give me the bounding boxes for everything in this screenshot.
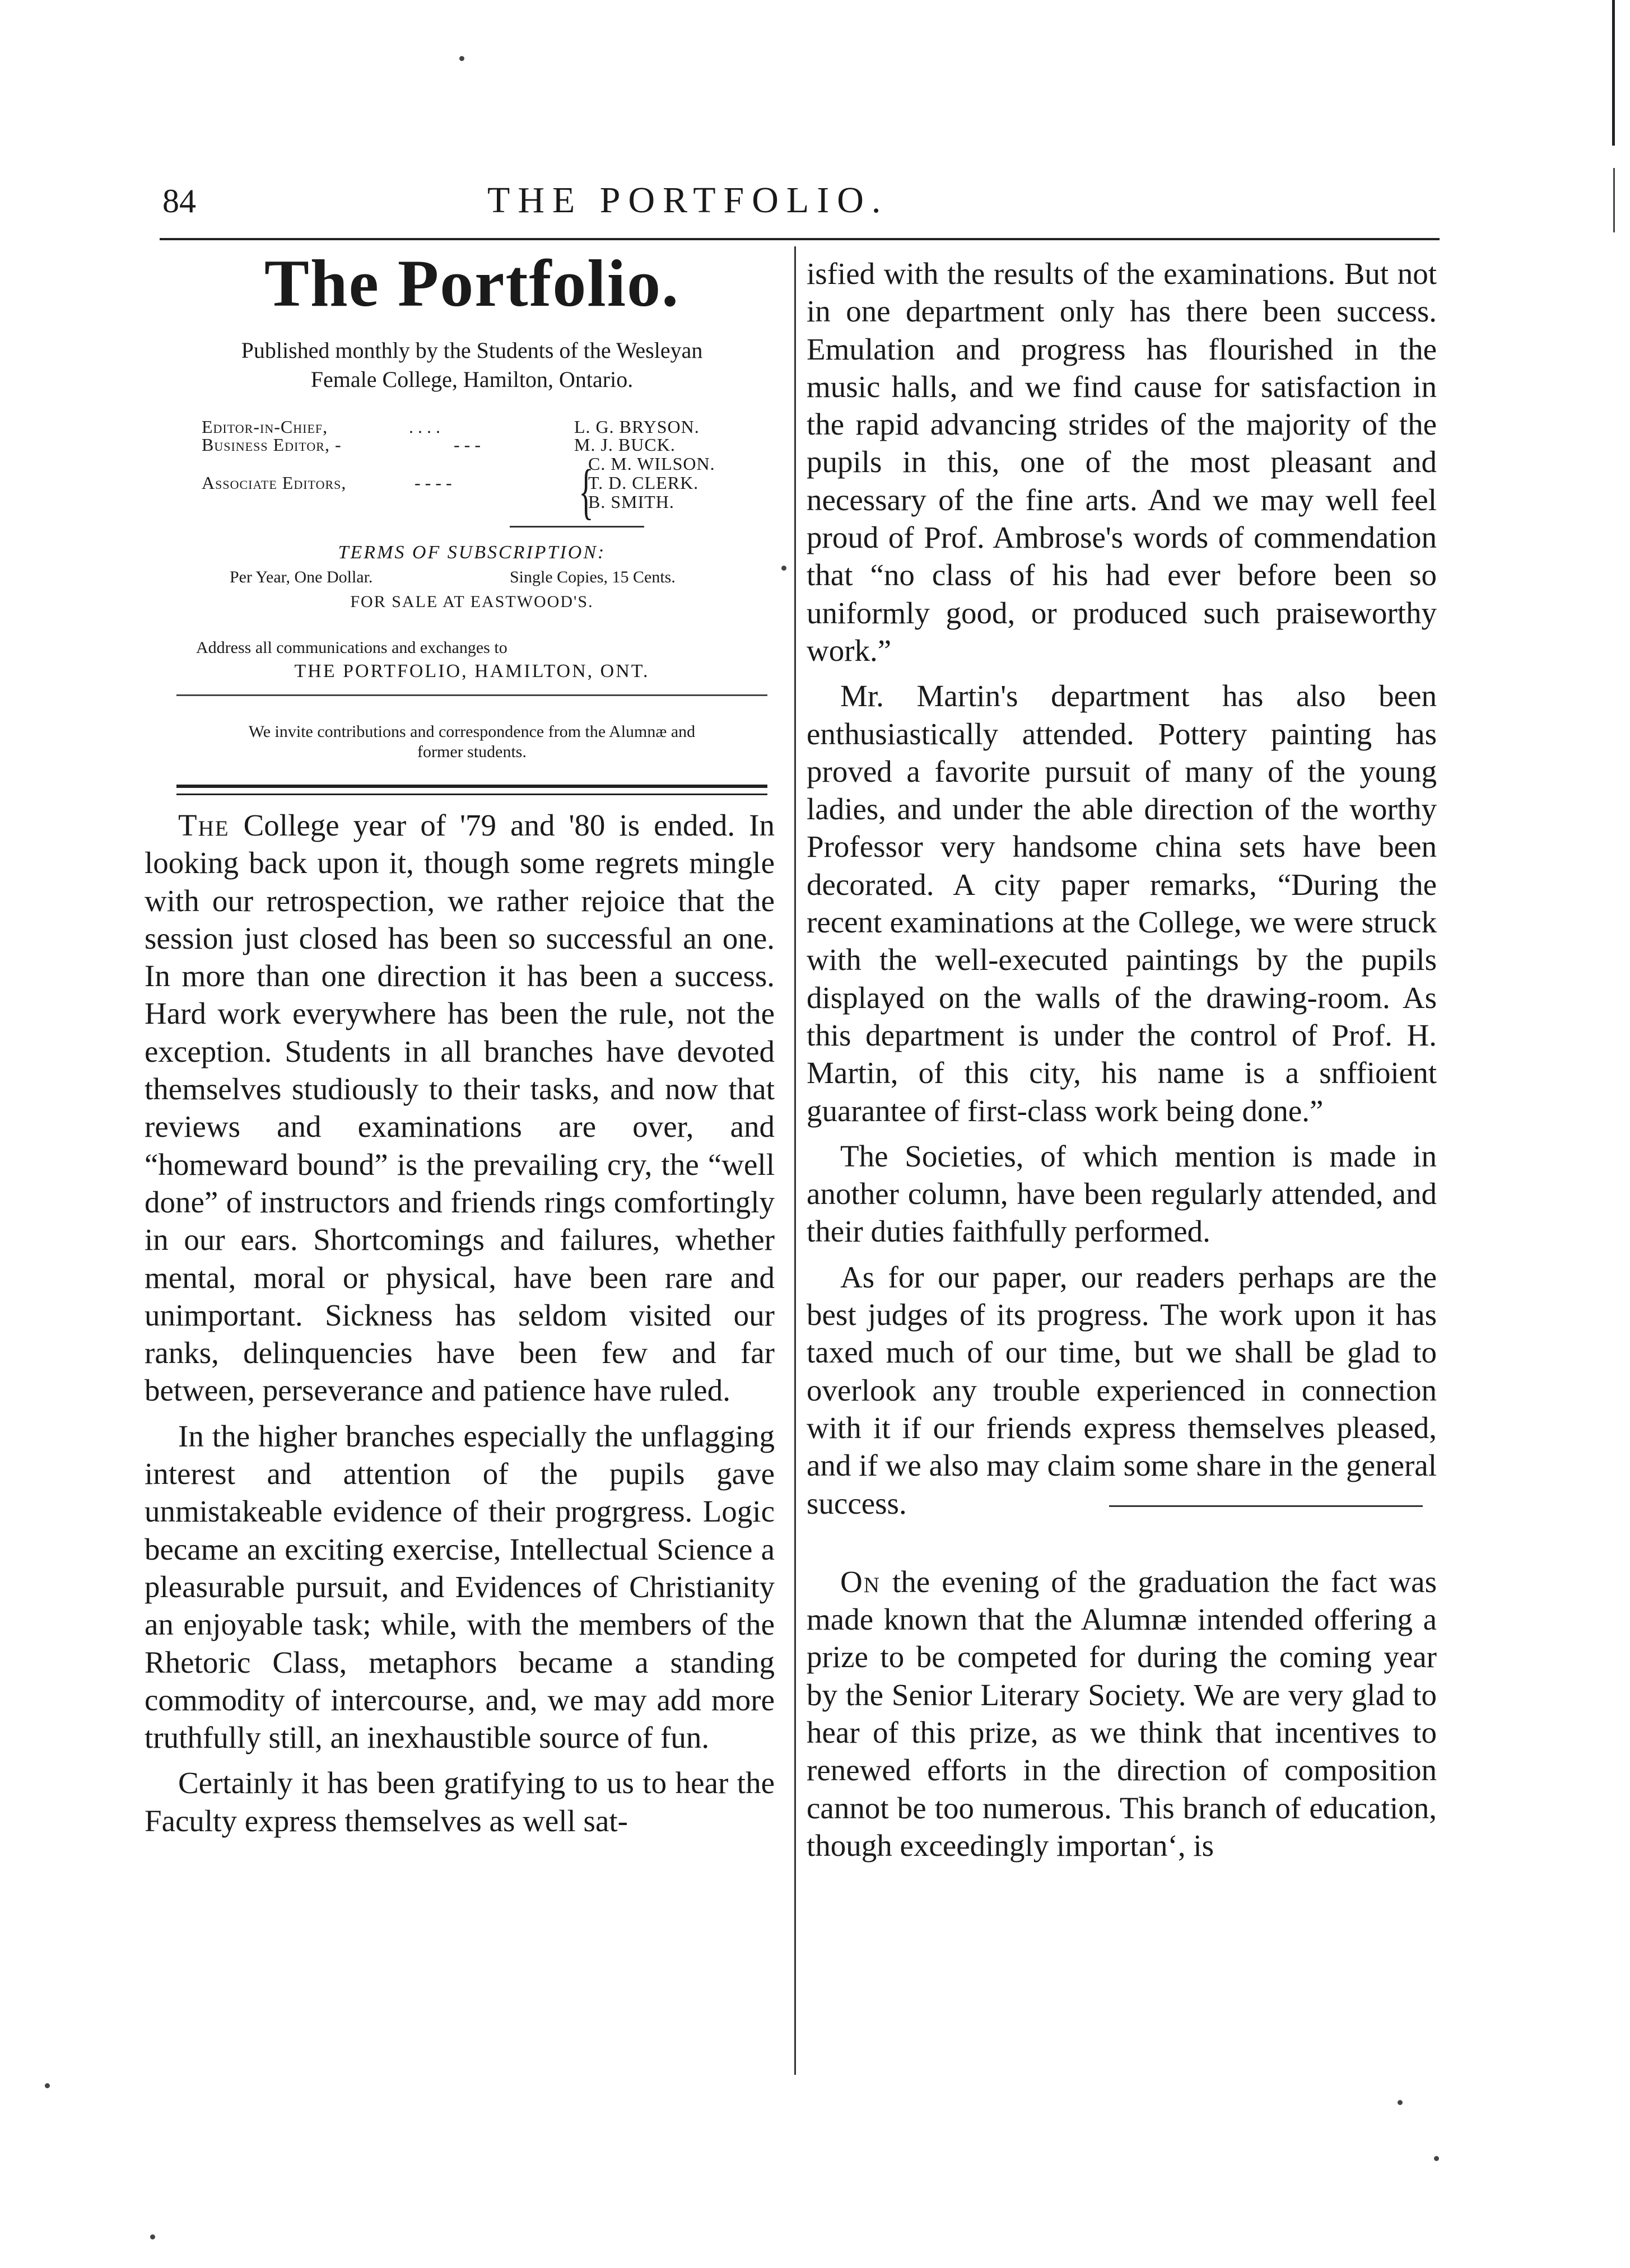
masthead-double-rule [176, 794, 767, 795]
leader-dots: - - - [454, 435, 481, 455]
page-edge-mark [1613, 168, 1615, 232]
address-line: THE PORTFOLIO, HAMILTON, ONT. [294, 661, 650, 682]
paragraph: As for our paper, our readers perhaps are the best judges of its progress. The work upon it has taxed much of our time, but we shall be glad to overlook any trouble experienced in connection with it if our friends express themselves pleased, and if we also may claim some share in the general success. [807, 1259, 1437, 1520]
right-column [807, 255, 1437, 1864]
terms-single: Single Copies, 15 Cents. [510, 568, 676, 586]
staff-name: C. M. WILSON. [588, 454, 715, 474]
left-column [145, 806, 775, 1840]
publisher-line: Published monthly by the Students of the Wesleyan [241, 338, 703, 363]
publisher-info [162, 336, 781, 394]
staff-role: Editor-in-Chief, [202, 417, 328, 437]
paragraph [807, 1563, 1437, 1864]
terms-per-year: Per Year, One Dollar. [230, 568, 373, 586]
paragraph: Mr. Martin's department has also been enthusiastically attended. Pottery painting has proved a favorite pursuit of many of the young ladies, and under the able direction of the worthy Professor very handsome china sets have been decorated. A city paper remarks, “During the recent examinations at the College, we were struck with the well-executed paintings by the pupils displayed on the walls of the drawing-room. As this department is under the control of Prof. H. Martin, of this city, his name is a snffioient guarantee of first-class work being done.” [807, 679, 1437, 1128]
staff-name: M. J. BUCK. [574, 435, 676, 455]
print-speck [45, 2083, 50, 2088]
section-rule [1109, 1505, 1423, 1507]
paragraph [145, 806, 775, 1410]
print-speck [150, 2234, 155, 2239]
invite-line: former students. [417, 743, 527, 761]
print-speck [459, 56, 464, 61]
address-line: Address all communications and exchanges to [196, 638, 507, 657]
paragraph: isfied with the results of the examinations. But not in one department only has there been success. Emulation and progress has flourished in the music halls, and we find cause for satisfaction in the rapid advancing strides of the majority of the pupils in this, one of the most pleasant and necessary of the fine arts. And we may well feel proud of Prof. Ambrose's words of commendation that “no class of his had ever before been so uniformly good, or produced such praiseworthy work.” [807, 256, 1437, 668]
masthead-rule [176, 694, 767, 696]
staff-role: Associate Editors, [202, 473, 347, 493]
print-speck [1398, 2100, 1403, 2105]
paragraph: The Societies, of which mention is made in another column, have been regularly attended, and their duties faithfully performed. [807, 1138, 1437, 1249]
paragraph: Certainly it has been gratifying to us to hear the Faculty express themselves as well sat- [145, 1766, 775, 1838]
lead-word: On [840, 1564, 881, 1599]
leader-dots: . . . . [409, 417, 440, 437]
page-number: 84 [162, 183, 196, 220]
terms-prices [162, 568, 781, 591]
lead-word: The [178, 808, 230, 842]
paragraph-text: College year of '79 and '80 is ended. In looking back upon it, though some regrets mingle with our retrospection, we rather rejoice that the session just closed has been so successful an one. In more than one direction it has been a success. Hard work everywhere has been the rule, not the exception. Students in all branches have devoted themselves studiously to their tasks, and now that reviews and examinations are over, and “homeward bound” is the prevailing cry, the “well done” of instructors and friends rings comfortingly in our ears. Shortcomings and failures, whether mental, moral or physical, have been rare and unimportant. Sickness has seldom visited our ranks, delinquencies have been few and far between, perseverance and patience have ruled. [145, 808, 775, 1408]
publisher-line: Female College, Hamilton, Ontario. [310, 367, 634, 392]
invite-note [162, 722, 781, 762]
staff-role: Business Editor, - [202, 435, 342, 455]
staff-list [162, 417, 781, 525]
staff-name: L. G. BRYSON. [574, 417, 700, 437]
column-divider [794, 246, 796, 2075]
staff-name: T. D. CLERK. [588, 473, 699, 493]
masthead-double-rule [176, 785, 767, 788]
brace: { [579, 457, 594, 525]
paragraph-text: the evening of the graduation the fact was made known that the Alumnæ intended offering a prize to be competed for during the coming year by the Senior Literary Society. We are very glad to hear of this prize, as we think that incentives to renewed efforts in the direction of composition cannot be too numerous. This branch of education, though exceedingly importan‘, is [807, 1564, 1437, 1863]
invite-line: We invite contributions and correspondence from the Alumnæ and [248, 722, 696, 741]
running-head: THE PORTFOLIO. [487, 180, 889, 221]
header-rule [160, 238, 1440, 240]
staff-name: B. SMITH. [588, 492, 674, 512]
masthead [162, 246, 781, 795]
masthead-title: The Portfolio. [264, 246, 680, 320]
leader-dots: - - - - [415, 473, 452, 493]
page-edge-mark [1612, 0, 1615, 146]
print-speck [781, 566, 786, 571]
paragraph: In the higher branches especially the unflagging interest and attention of the pupils gave unmistakeable evidence of their progrgress. Logic became an exciting exercise, Intellectual Science a pleasurable pursuit, and Evidences of Christianity an enjoyable task; while, with the members of the Rhetoric Class, metaphors became a standing commodity of intercourse, and, we may add more truthfully still, an inexhaustible source of fun. [145, 1418, 775, 1755]
terms-heading: TERMS OF SUBSCRIPTION: [338, 542, 606, 563]
masthead-rule [510, 526, 644, 528]
print-speck [1434, 2156, 1439, 2161]
for-sale-line: FOR SALE AT EASTWOOD'S. [350, 592, 594, 611]
